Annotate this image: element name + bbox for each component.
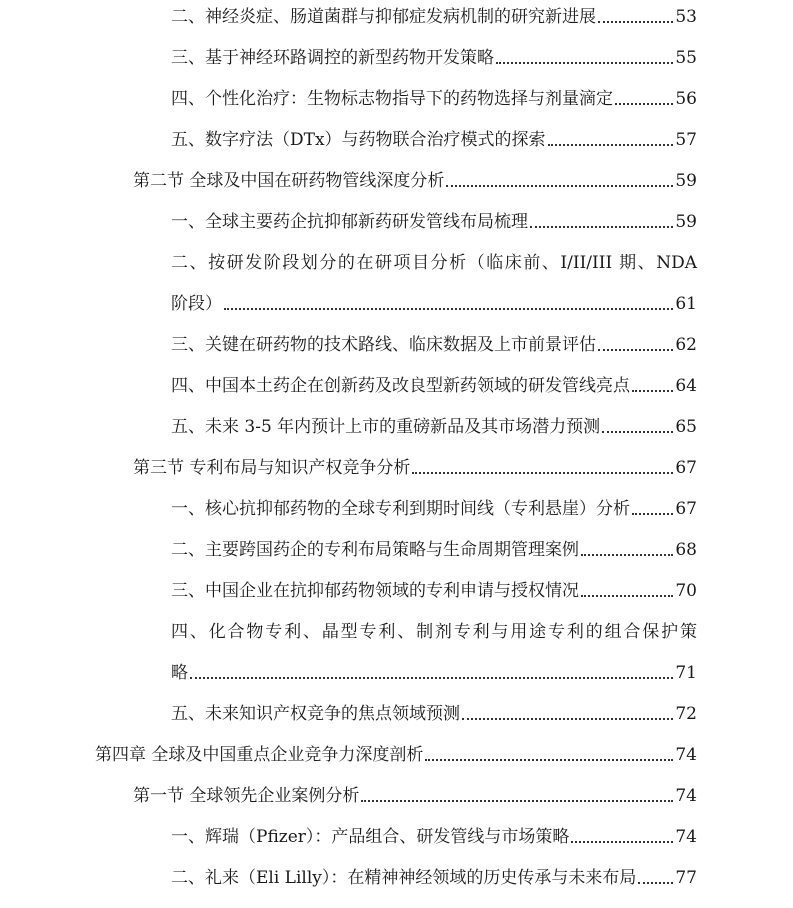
toc-entry-title: 三、中国企业在抗抑郁药物领域的专利申请与授权情况	[171, 581, 579, 601]
toc-entry-title-line1: 二、按研发阶段划分的在研项目分析（临床前、I/II/III 期、NDA	[171, 253, 697, 273]
toc-entry[interactable]	[171, 328, 697, 356]
dot-leader	[462, 718, 673, 720]
toc-entry[interactable]	[171, 205, 697, 233]
dot-leader	[548, 144, 674, 146]
dot-leader	[425, 759, 673, 761]
toc-entry-title: 二、主要跨国药企的专利布局策略与生命周期管理案例	[171, 540, 579, 560]
toc-entry[interactable]	[171, 492, 697, 520]
toc-page-number: 74	[675, 745, 697, 765]
toc-page-number: 55	[675, 48, 697, 68]
dot-leader	[598, 21, 673, 23]
toc-entry-title: 三、关键在研药物的技术路线、临床数据及上市前景评估	[171, 335, 596, 355]
toc-section-entry[interactable]	[133, 779, 697, 807]
toc-entry[interactable]	[171, 0, 697, 28]
toc-entry[interactable]	[171, 861, 697, 889]
toc-page-number: 65	[675, 417, 697, 437]
toc-entry[interactable]	[171, 574, 697, 602]
dot-leader	[224, 308, 673, 310]
toc-entry-title: 二、礼来（Eli Lilly）：在精神神经领域的历史传承与未来布局	[171, 868, 637, 888]
toc-entry[interactable]	[171, 533, 697, 561]
toc-entry-first-line[interactable]	[171, 246, 697, 274]
dot-leader	[361, 800, 673, 802]
toc-entry[interactable]	[171, 820, 697, 848]
toc-page-number: 53	[675, 7, 697, 27]
dot-leader	[638, 882, 673, 884]
toc-entry[interactable]	[171, 697, 697, 725]
toc-entry-title-line1: 四、化合物专利、晶型专利、制剂专利与用途专利的组合保护策	[171, 622, 697, 642]
dot-leader	[581, 595, 673, 597]
toc-entry-title: 五、未来 3-5 年内预计上市的重磅新品及其市场潜力预测	[171, 417, 601, 437]
toc-section-entry[interactable]	[133, 451, 697, 479]
toc-page-number: 56	[675, 89, 697, 109]
toc-page-number: 74	[675, 786, 697, 806]
toc-entry-title: 一、核心抗抑郁药物的全球专利到期时间线（专利悬崖）分析	[171, 499, 630, 519]
dot-leader	[632, 513, 673, 515]
toc-page-number: 71	[675, 663, 697, 683]
toc-page-number: 61	[675, 294, 697, 314]
toc-entry-title: 阶段）	[171, 294, 222, 314]
toc-entry-first-line[interactable]	[171, 615, 697, 643]
dot-leader	[571, 841, 673, 843]
toc-page-number: 57	[675, 130, 697, 150]
toc-page-number: 77	[675, 868, 697, 888]
toc-section-entry[interactable]	[133, 164, 697, 192]
toc-entry-title: 第一节 全球领先企业案例分析	[133, 786, 360, 806]
toc-page-number: 67	[675, 458, 697, 478]
toc-entry[interactable]	[171, 287, 697, 315]
dot-leader	[632, 390, 673, 392]
dot-leader	[598, 349, 673, 351]
toc-entry-title: 第三节 专利布局与知识产权竞争分析	[133, 458, 411, 478]
toc-page-number: 62	[675, 335, 697, 355]
toc-entry-title: 四、中国本土药企在创新药及改良型新药领域的研发管线亮点	[171, 376, 630, 396]
toc-entry-title: 一、全球主要药企抗抑郁新药研发管线布局梳理	[171, 212, 528, 232]
toc-chapter-entry[interactable]	[95, 738, 697, 766]
dot-leader	[530, 226, 673, 228]
toc-entry-title: 略	[171, 663, 188, 683]
toc-page-number: 74	[675, 827, 697, 847]
toc-entry-title: 四、个性化治疗：生物标志物指导下的药物选择与剂量滴定	[171, 89, 613, 109]
toc-entry[interactable]	[171, 41, 697, 69]
dot-leader	[496, 62, 673, 64]
toc-page-number: 67	[675, 499, 697, 519]
toc-entry[interactable]	[171, 369, 697, 397]
toc-entry-title: 第四章 全球及中国重点企业竞争力深度剖析	[95, 745, 424, 765]
toc-page-number: 59	[675, 171, 697, 191]
toc-entry[interactable]	[171, 656, 697, 684]
toc-entry-title: 二、神经炎症、肠道菌群与抑郁症发病机制的研究新进展	[171, 7, 596, 27]
dot-leader	[412, 472, 673, 474]
toc-entry[interactable]	[171, 82, 697, 110]
toc-entry[interactable]	[171, 410, 697, 438]
toc-entry-title: 三、基于神经环路调控的新型药物开发策略	[171, 48, 494, 68]
toc-entry[interactable]	[171, 123, 697, 151]
dot-leader	[615, 103, 673, 105]
toc-entry-title: 五、未来知识产权竞争的焦点领域预测	[171, 704, 460, 724]
toc-page-number: 59	[675, 212, 697, 232]
toc-entry-title: 第二节 全球及中国在研药物管线深度分析	[133, 171, 445, 191]
toc-page-number: 72	[675, 704, 697, 724]
toc-page-number: 70	[675, 581, 697, 601]
toc-page-number: 64	[675, 376, 697, 396]
dot-leader	[446, 185, 673, 187]
dot-leader	[602, 431, 673, 433]
toc-entry-title: 五、数字疗法（DTx）与药物联合治疗模式的探索	[171, 130, 546, 150]
toc-entry-title: 一、辉瑞（Pfizer）：产品组合、研发管线与市场策略	[171, 827, 570, 847]
dot-leader	[581, 554, 673, 556]
dot-leader	[190, 677, 673, 679]
toc-page-number: 68	[675, 540, 697, 560]
